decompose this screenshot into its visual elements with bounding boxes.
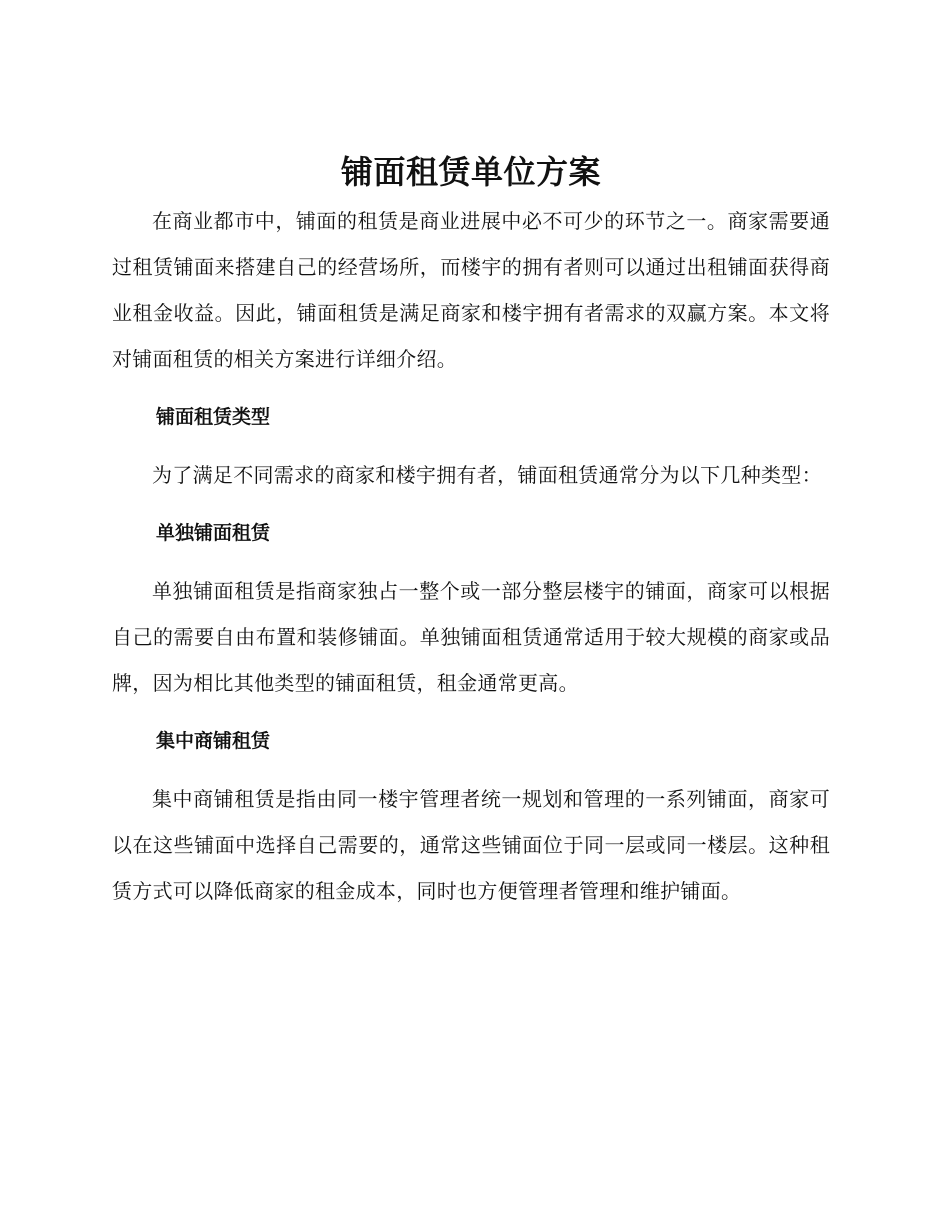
spacer — [112, 764, 830, 776]
section-body-single-shop: 单独铺面租赁是指商家独占一整个或一部分整层楼宇的铺面，商家可以根据自己的需要自由布置和装修铺面。单独铺面租赁通常适用于较大规模的商家或品牌，因为相比其他类型的铺面租赁，租金通常更高。 — [112, 579, 830, 695]
spacer — [112, 440, 830, 452]
spacer — [112, 556, 830, 568]
spacer — [112, 706, 830, 718]
section-heading-centralized-shops: 集中商铺租赁 — [156, 730, 271, 752]
document-title: 铺面租赁单位方案 — [340, 153, 601, 191]
spacer — [112, 498, 830, 510]
document-page — [112, 150, 830, 914]
section-body-centralized-shops: 集中商铺租赁是指由同一楼宇管理者统一规划和管理的一系列铺面，商家可以在这些铺面中选择自己需要的，通常这些铺面位于同一层或同一楼层。这种租赁方式可以降低商家的租金成本，同时也方便管理者管理和维护铺面。 — [112, 787, 830, 903]
spacer — [112, 382, 830, 394]
section-heading-single-shop: 单独铺面租赁 — [156, 522, 271, 544]
section-body-lease-types: 为了满足不同需求的商家和楼宇拥有者，铺面租赁通常分为以下几种类型： — [152, 463, 822, 487]
intro-paragraph: 在商业都市中，铺面的租赁是商业进展中必不可少的环节之一。商家需要通过租赁铺面来搭建自己的经营场所，而楼宇的拥有者则可以通过出租铺面获得商业租金收益。因此，铺面租赁是满足商家和楼宇拥有者需求的双赢方案。本文将对铺面租赁的相关方案进行详细介绍。 — [112, 209, 830, 371]
section-heading-lease-types: 铺面租赁类型 — [156, 406, 271, 428]
